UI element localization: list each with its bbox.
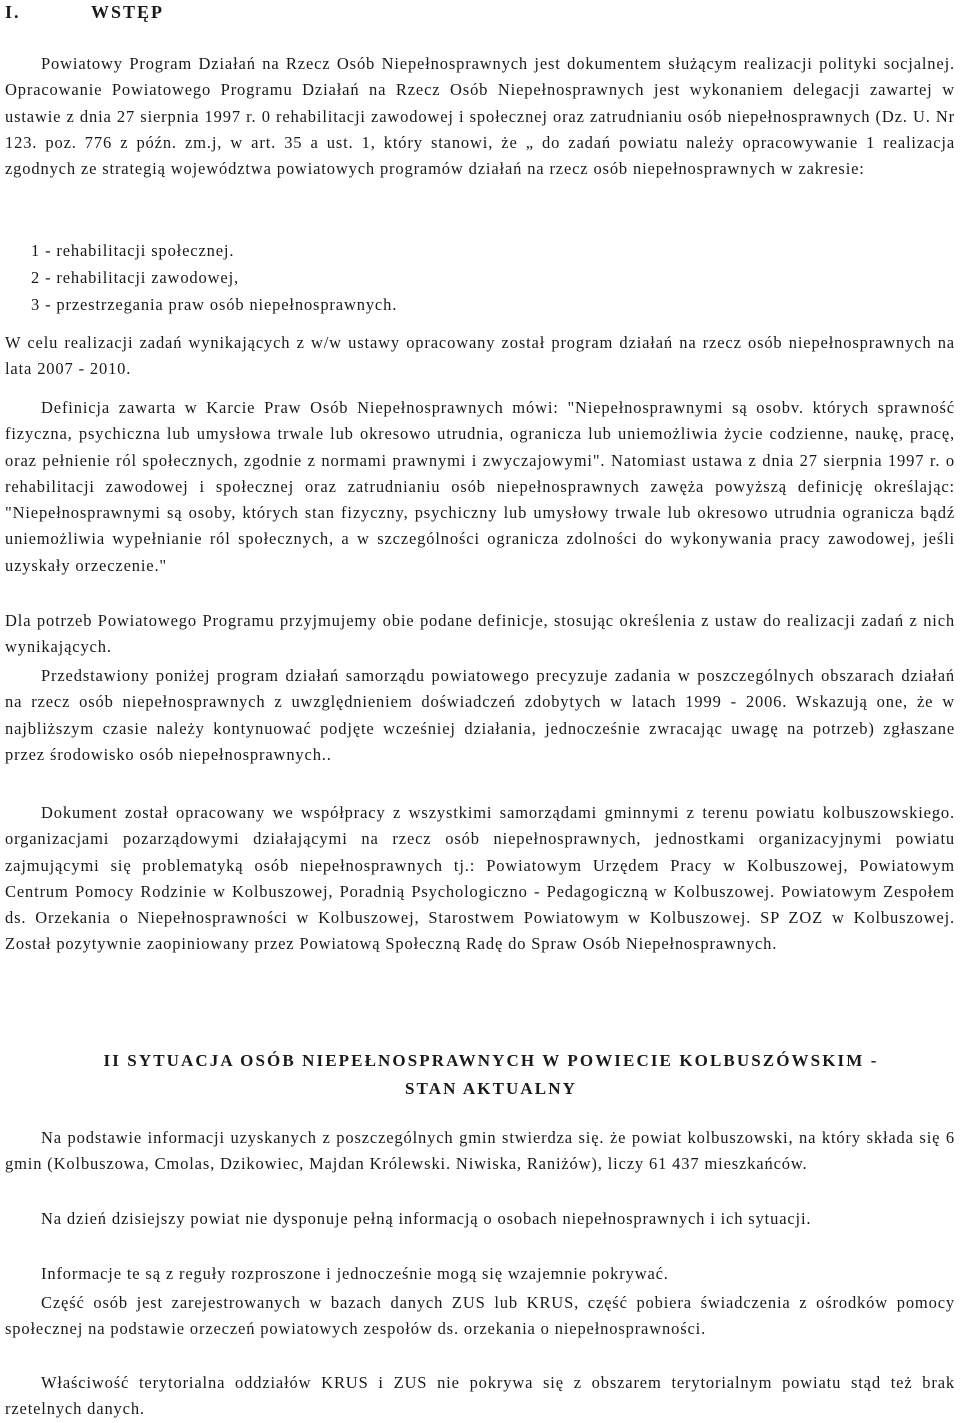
- section-2-paragraph-4: Część osób jest zarejestrowanych w bazach danych ZUS lub KRUS, część pobiera świadczenia z ośrodków pomocy społecznej na podstawie orzeczeń powiatowych zespołów ds. orzekania o niepełnosprawności.: [5, 1293, 955, 1339]
- section-1-paragraph-3: Definicja zawarta w Karcie Praw Osób Niepełnosprawnych mówi: "Niepełnosprawnymi są osobv. których sprawność fizyczna, psychiczna lub umysłowa trwale lub okresowo utrudnia, ogranicza lub uniemożliwia życie codzienne, naukę, pracę, oraz pełnienie ról społecznych, zgodnie z normami prawnymi i zwyczajowymi". Natomiast ustawa z dnia 27 sierpnia 1997 r. o rehabilitacji zawodowej i społecznej oraz zatrudnianiu osób niepełnosprawnych zawęża powyższą definicję określając: "Niepełnosprawnymi są osoby, których stan fizyczny, psychiczny lub umysłowy trwale lub okresowo utrudnia ogranicza bądź uniemożliwia wypełnianie ról społecznych, a w szczególności ogranicza zdolności do wykonywania pracy zawodowej, jeśli uzyskały orzeczenie.": [5, 398, 955, 575]
- section-2-paragraph-3: Informacje te są z reguły rozproszone i jednocześnie mogą się wzajemnie pokrywać.: [41, 1264, 669, 1283]
- section-1-title: WSTĘP: [91, 2, 165, 22]
- section-1-number: I.: [5, 2, 21, 22]
- section-1-paragraph-2: W celu realizacji zadań wynikających z w/w ustawy opracowany został program działań na rzecz osób niepełnosprawnych na lata 2007 - 2010.: [5, 333, 955, 379]
- section-2-paragraph-1: Na podstawie informacji uzyskanych z poszczególnych gmin stwierdza się. że powiat kolbuszowski, na który składa się 6 gmin (Kolbuszowa, Cmolas, Dzikowiec, Majdan Królewski. Niwiska, Raniżów), liczy 61 437 mieszkańców.: [5, 1128, 955, 1174]
- section-1-paragraph-6: Dokument został opracowany we współpracy z wszystkimi samorządami gminnymi z terenu powiatu kolbuszowskiego. organizacjami pozarządowymi działającymi na rzecz osób niepełnosprawnych, jednostkami organizacyjnymi powiatu zajmującymi się problematyką osób niepełnosprawnych tj.: Powiatowym Urzędem Pracy w Kolbuszowej, Powiatowym Centrum Pomocy Rodzinie w Kolbuszowej, Poradnią Psychologiczno - Pedagogiczną w Kolbuszowej. Powiatowym Zespołem ds. Orzekania o Niepełnosprawności w Kolbuszowej, Starostwem Powiatowym w Kolbuszowej. SP ZOZ w Kolbuszowej. Został pozytywnie zaopiniowany przez Powiatową Społeczną Radę do Spraw Osób Niepełnosprawnych.: [5, 803, 955, 954]
- section-1-heading: [5, 2, 164, 23]
- section-2-heading: [31, 1047, 951, 1103]
- section-2-title-line-2: STAN AKTUALNY: [405, 1079, 577, 1098]
- section-2-paragraph-2: Na dzień dzisiejszy powiat nie dysponuje pełną informacją o osobach niepełnosprawnych i ich sytuacji.: [41, 1209, 812, 1228]
- section-1-paragraph-4: Dla potrzeb Powiatowego Programu przyjmujemy obie podane definicje, stosując określenia z ustaw do realizacji zadań z nich wynikających.: [5, 611, 955, 657]
- section-1-paragraph-1: Powiatowy Program Działań na Rzecz Osób Niepełnosprawnych jest dokumentem służącym realizacji polityki socjalnej. Opracowanie Powiatowego Programu Działań na Rzecz Osób Niepełnosprawnych jest wykonaniem delegacji zawartej w ustawie z dnia 27 sierpnia 1997 r. 0 rehabilitacji zawodowej i społecznej oraz zatrudnianiu osób niepełnosprawnych (Dz. U. Nr 123. poz. 776 z późn. zm.j, w art. 35 a ust. 1, który stanowi, że „ do zadań powiatu należy opracowywanie 1 realizacja zgodnych ze strategią województwa powiatowych programów działań na rzecz osób niepełnosprawnych w zakresie:: [5, 54, 955, 179]
- section-1-paragraph-5: Przedstawiony poniżej program działań samorządu powiatowego precyzuje zadania w poszczególnych obszarach działań na rzecz osób niepełnosprawnych z uwzględnieniem doświadczeń zdobytych w latach 1999 - 2006. Wskazują one, że w najbliższym czasie należy kontynuować podjęte wcześniej działania, jednocześnie zwracając uwagę na potrzeb) zgłaszane przez środowisko osób niepełnosprawnych..: [5, 666, 955, 764]
- section-2-paragraph-5: Właściwość terytorialna oddziałów KRUS i ZUS nie pokrywa się z obszarem terytorialnym powiatu stąd też brak rzetelnych danych.: [5, 1373, 955, 1419]
- list-item-3: 3 - przestrzegania praw osób niepełnosprawnych.: [31, 295, 398, 314]
- list-item-1: 1 - rehabilitacji społecznej.: [31, 241, 235, 260]
- section-2-title-line-1: II SYTUACJA OSÓB NIEPEŁNOSPRAWNYCH W POWIECIE KOLBUSZÓWSKIM -: [103, 1051, 879, 1070]
- list-item-2: 2 - rehabilitacji zawodowej,: [31, 268, 239, 287]
